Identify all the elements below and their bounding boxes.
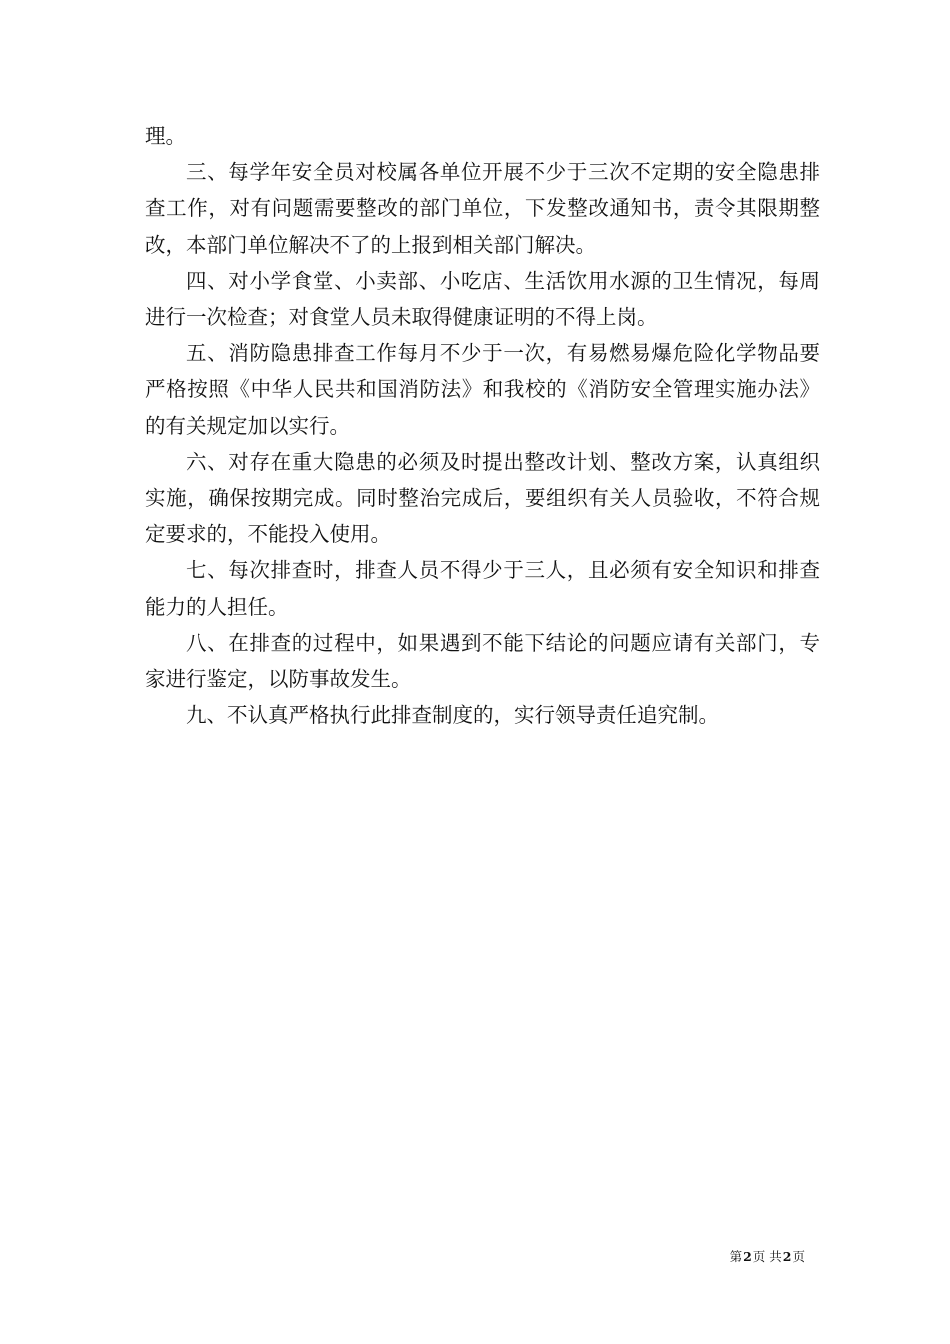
footer-suffix: 页	[792, 1249, 805, 1264]
footer-total-pages: 2	[782, 1249, 792, 1264]
footer-current-page: 2	[743, 1249, 752, 1264]
footer-prefix: 第	[729, 1249, 743, 1264]
document-body	[145, 118, 820, 733]
page-footer	[640, 1247, 805, 1265]
footer-middle: 页 共	[752, 1249, 782, 1264]
paragraph-item-3: 三、每学年安全员对校属各单位开展不少于三次不定期的安全隐患排查工作，对有问题需要整改的部门单位，下发整改通知书，责令其限期整改，本部门单位解决不了的上报到相关部门解决。	[145, 160, 820, 257]
paragraph-item-8: 八、在排查的过程中，如果遇到不能下结论的问题应请有关部门，专家进行鉴定，以防事故发生。	[145, 630, 820, 692]
paragraph-item-7: 七、每次排查时，排查人员不得少于三人，且必须有安全知识和排查能力的人担任。	[145, 558, 820, 619]
paragraph-item-6: 六、对存在重大隐患的必须及时提出整改计划、整改方案，认真组织实施，确保按期完成。同时整治完成后，要组织有关人员验收，不符合规定要求的，不能投入使用。	[145, 449, 820, 547]
paragraph-item-4: 四、对小学食堂、小卖部、小吃店、生活饮用水源的卫生情况，每周进行一次检查；对食堂人员未取得健康证明的不得上岗。	[145, 268, 820, 330]
paragraph-continuation: 理。	[145, 124, 186, 148]
paragraph-item-9: 九、不认真严格执行此排查制度的，实行领导责任追究制。	[186, 703, 719, 728]
paragraph-item-5: 五、消防隐患排查工作每月不少于一次，有易燃易爆危险化学物品要严格按照《中华人民共和国消防法》和我校的《消防安全管理实施办法》的有关规定加以实行。	[145, 341, 820, 438]
